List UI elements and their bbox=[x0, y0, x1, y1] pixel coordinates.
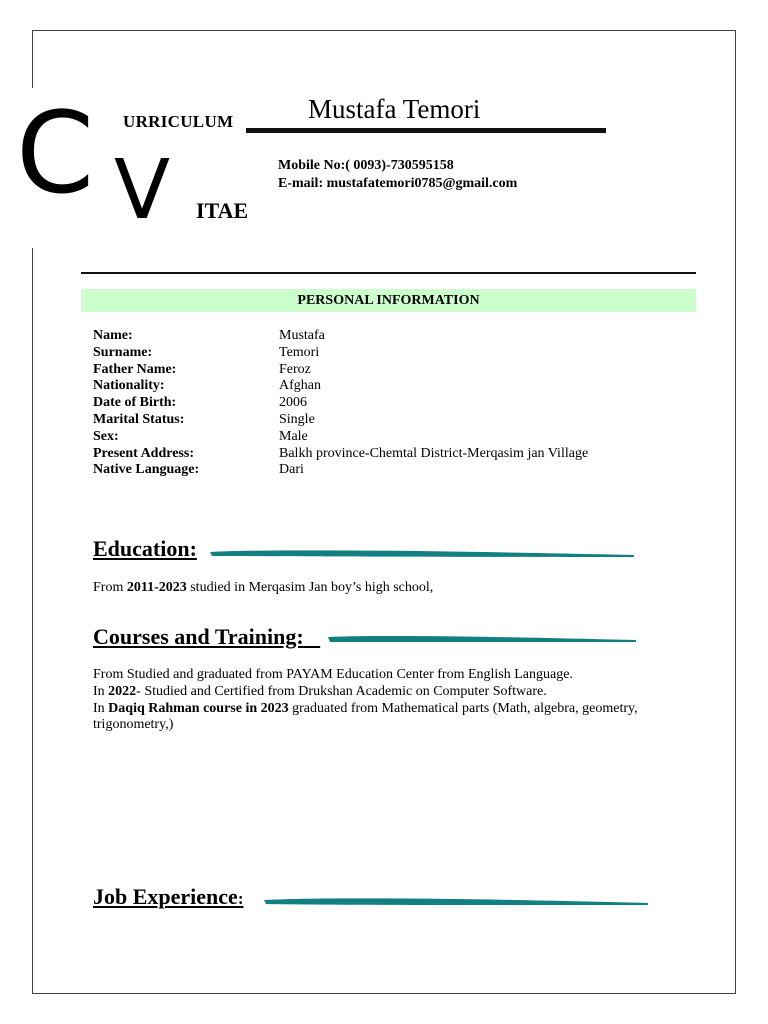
info-row bbox=[93, 328, 588, 345]
info-label: Father Name: bbox=[93, 361, 177, 377]
info-value: Afghan bbox=[279, 378, 321, 394]
course-line-2 bbox=[93, 684, 653, 701]
info-row bbox=[93, 362, 588, 379]
info-value: Male bbox=[279, 428, 308, 444]
contact-phone: Mobile No:( 0093)-730595158 bbox=[278, 158, 454, 173]
cv-letter-v: V bbox=[114, 143, 171, 238]
info-row bbox=[93, 446, 588, 463]
name-underline bbox=[246, 128, 606, 133]
info-value: Single bbox=[279, 411, 315, 427]
courses-accent-stroke bbox=[326, 632, 638, 646]
courses-heading-tail bbox=[304, 624, 321, 649]
edu-years: 2011-2023 bbox=[126, 580, 187, 595]
course-line-2-suffix: - Studied and Certified from Drukshan Academic on Computer Software. bbox=[136, 683, 547, 699]
edu-prefix: From bbox=[93, 580, 127, 595]
info-row bbox=[93, 429, 588, 446]
info-value: Mustafa bbox=[279, 328, 325, 343]
course-line-3-prefix: In bbox=[93, 700, 109, 716]
info-row bbox=[93, 345, 588, 362]
info-label: Native Language: bbox=[93, 462, 200, 478]
education-heading: Education: bbox=[93, 536, 197, 561]
info-label: Date of Birth: bbox=[93, 395, 177, 411]
info-label: Nationality: bbox=[93, 378, 165, 394]
info-value: Balkh province-Chemtal District-Merqasim jan Village bbox=[279, 445, 589, 461]
info-row bbox=[93, 412, 588, 429]
job-heading-text: Job Experience bbox=[93, 884, 238, 909]
courses-heading bbox=[93, 624, 320, 650]
edu-suffix: studied in Merqasim Jan boy’s high school, bbox=[186, 580, 434, 595]
education-text bbox=[93, 580, 653, 597]
personal-info-bar: PERSONAL INFORMATION bbox=[81, 289, 696, 312]
courses-text bbox=[93, 667, 653, 734]
info-label: Sex: bbox=[93, 428, 119, 444]
courses-heading-text: Courses and Training: bbox=[93, 624, 304, 649]
info-value: 2006 bbox=[279, 395, 307, 411]
cv-letter-c: C bbox=[16, 89, 95, 219]
info-label: Marital Status: bbox=[93, 411, 185, 427]
info-value: Feroz bbox=[279, 361, 311, 377]
info-label: Present Address: bbox=[93, 445, 194, 461]
full-name: Mustafa Temori bbox=[308, 94, 481, 124]
info-label: Surname: bbox=[93, 344, 153, 360]
header-rule bbox=[81, 272, 696, 274]
info-row bbox=[93, 395, 588, 412]
contact-email: E-mail: mustafatemori0785@gmail.com bbox=[278, 176, 518, 191]
course-line-3 bbox=[93, 701, 653, 735]
education-accent-stroke bbox=[208, 546, 638, 560]
course-line-1: From Studied and graduated from PAYAM Education Center from English Language. bbox=[93, 667, 573, 682]
cv-urriculum: URRICULUM bbox=[123, 112, 234, 131]
info-value: Temori bbox=[279, 344, 320, 360]
job-heading-colon: : bbox=[237, 889, 244, 908]
info-row bbox=[93, 462, 588, 479]
course-line-3-suffix: graduated from Mathematical parts (Math, algebra, geometry, trigonometry,) bbox=[93, 700, 638, 733]
course-line-3-bold: Daqiq Rahman course in 2023 bbox=[108, 700, 289, 716]
job-accent-stroke bbox=[262, 894, 650, 908]
cv-itae: ITAE bbox=[196, 198, 249, 223]
course-line-2-prefix: In bbox=[93, 683, 109, 699]
job-heading bbox=[93, 884, 244, 910]
personal-info-table bbox=[93, 328, 588, 479]
course-line-2-year: 2022 bbox=[108, 683, 137, 699]
info-label: Name: bbox=[93, 328, 133, 343]
info-value: Dari bbox=[279, 462, 304, 478]
info-row bbox=[93, 378, 588, 395]
